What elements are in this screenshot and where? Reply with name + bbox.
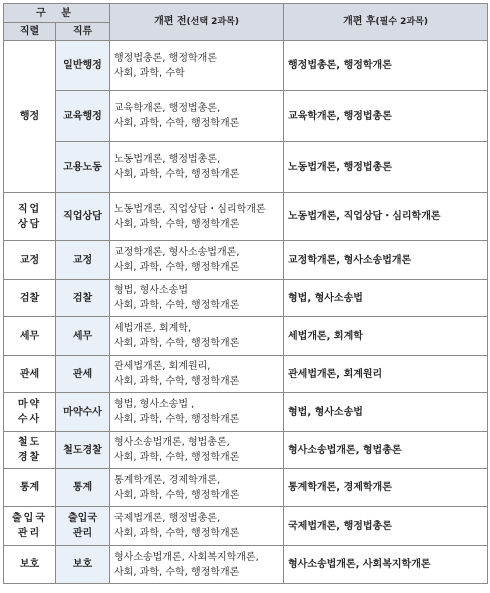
before-subjects-cell: [110, 469, 284, 507]
after-subjects-cell: [284, 280, 488, 317]
before-subjects-line: 국제법개론, 행정법총론,: [114, 513, 221, 524]
after-subjects-text: 노동법개론, 행정법총론: [288, 161, 392, 173]
before-subjects-line: 사회, 과학, 수학, 행정학개론: [114, 452, 240, 463]
header-occupation-group: 직렬: [4, 23, 56, 41]
occupation-group-name: 교정: [19, 254, 40, 266]
occupation-group-name: 세무: [19, 330, 40, 342]
occupation-group-name: 보호: [19, 559, 40, 570]
occupation-group-name: 검찰: [19, 292, 40, 304]
occupation-group-cell: [4, 241, 56, 280]
occupation-group-name: 철도경찰: [17, 437, 42, 463]
after-subjects-cell: [284, 317, 488, 356]
header-before-note: (선택 2과목): [186, 17, 239, 27]
before-subjects-cell: [110, 432, 284, 469]
after-subjects-cell: [284, 546, 488, 584]
before-subjects-cell: [110, 193, 284, 241]
series-cell: [56, 546, 110, 584]
series-name: 통계: [72, 482, 93, 493]
after-subjects-text: 국제법개론, 행정법총론: [288, 520, 392, 532]
after-subjects-cell: [284, 193, 488, 241]
table-row: [4, 317, 488, 356]
series-cell: [56, 142, 110, 193]
series-name: 교육행정: [63, 110, 102, 122]
table-row: [4, 469, 488, 507]
table-row: [4, 241, 488, 280]
series-cell: [56, 507, 110, 546]
header-after: [284, 4, 488, 41]
occupation-group-cell: [4, 280, 56, 317]
occupation-group-cell: [4, 193, 56, 241]
table-row: [4, 546, 488, 584]
series-name: 검찰: [72, 292, 93, 304]
table-row: [4, 41, 488, 91]
table-row: [4, 193, 488, 241]
after-subjects-cell: [284, 432, 488, 469]
header-after-note: (필수 2과목): [375, 17, 428, 27]
occupation-group-cell: [4, 41, 56, 193]
table-row: [4, 393, 488, 432]
after-subjects-text: 통계학개론, 경제학개론: [288, 482, 392, 493]
before-subjects-line: 사회, 과학, 수학, 행정학개론: [114, 528, 240, 539]
occupation-group-name: 통계: [19, 482, 40, 493]
occupation-group-name: 마약수사: [17, 399, 42, 425]
series-name: 보호: [72, 559, 93, 570]
table-row: [4, 432, 488, 469]
occupation-group-cell: [4, 546, 56, 584]
before-subjects-cell: [110, 317, 284, 356]
before-subjects-line: 사회, 과학, 수학, 행정학개론: [114, 262, 240, 273]
series-name: 관세: [72, 368, 93, 380]
after-subjects-cell: [284, 507, 488, 546]
before-subjects-line: 사회, 과학, 수학: [114, 67, 185, 79]
before-subjects-line: 통계학개론, 경제학개론,: [114, 474, 221, 486]
before-subjects-line: 사회, 과학, 수학, 행정학개론: [114, 218, 240, 230]
after-subjects-text: 형사소송법개론, 형법총론: [288, 444, 402, 456]
after-subjects-cell: [284, 356, 488, 393]
occupation-group-cell: [4, 469, 56, 507]
after-subjects-cell: [284, 241, 488, 280]
after-subjects-cell: [284, 41, 488, 91]
before-subjects-line: 사회, 과학, 수학, 행정학개론: [114, 169, 240, 180]
before-subjects-line: 교육학개론, 행정법총론,: [114, 103, 221, 114]
after-subjects-cell: [284, 142, 488, 193]
series-name: 세무: [72, 330, 93, 342]
after-subjects-text: 행정법총론, 행정학개론: [288, 60, 392, 71]
occupation-group-cell: [4, 432, 56, 469]
table-row: [4, 356, 488, 393]
series-name: 일반행정: [63, 60, 102, 71]
after-subjects-text: 형법, 형사소송법: [288, 292, 363, 304]
series-cell: [56, 356, 110, 393]
before-subjects-line: 사회, 과학, 수학, 행정학개론: [114, 566, 240, 578]
before-subjects-line: 형사소송법개론, 사회복지학개론,: [114, 551, 259, 563]
series-cell: [56, 241, 110, 280]
series-cell: [56, 317, 110, 356]
series-cell: [56, 91, 110, 142]
header-category: 구 분: [4, 4, 110, 23]
series-name: 마약수사: [63, 406, 102, 418]
before-subjects-line: 교정학개론, 형사소송법개론,: [114, 247, 240, 258]
series-name: 직업상담: [63, 211, 102, 222]
after-subjects-text: 노동법개론, 직업상담・심리학개론: [288, 211, 441, 222]
before-subjects-cell: [110, 41, 284, 91]
header-series: 직류: [56, 23, 110, 41]
series-cell: [56, 393, 110, 432]
before-subjects-line: 행정법총론, 행정학개론: [114, 52, 217, 64]
before-subjects-cell: [110, 241, 284, 280]
table-row: [4, 142, 488, 193]
series-name: 고용노동: [63, 161, 102, 173]
after-subjects-cell: [284, 469, 488, 507]
table-row: [4, 507, 488, 546]
after-subjects-text: 관세법개론, 회계원리: [288, 368, 383, 380]
after-subjects-text: 교정학개론, 형사소송법개론: [288, 254, 412, 266]
before-subjects-line: 사회, 과학, 수학, 행정학개론: [114, 118, 240, 129]
before-subjects-cell: [110, 91, 284, 142]
before-subjects-cell: [110, 356, 284, 393]
subject-reform-table: [3, 3, 488, 584]
series-name: 철도경찰: [63, 444, 102, 456]
after-subjects-cell: [284, 393, 488, 432]
before-subjects-cell: [110, 142, 284, 193]
before-subjects-line: 노동법개론, 행정법총론,: [114, 154, 221, 165]
before-subjects-cell: [110, 546, 284, 584]
before-subjects-line: 형법, 형사소송법 ,: [114, 399, 195, 410]
occupation-group-cell: [4, 317, 56, 356]
occupation-group-cell: [4, 507, 56, 546]
before-subjects-line: 노동법개론, 직업상담・심리학개론: [114, 203, 266, 215]
before-subjects-line: 사회, 과학, 수학, 행정학개론: [114, 300, 240, 311]
before-subjects-cell: [110, 393, 284, 432]
series-cell: [56, 280, 110, 317]
before-subjects-line: 사회, 과학, 수학, 행정학개론: [114, 338, 240, 349]
before-subjects-cell: [110, 507, 284, 546]
before-subjects-line: 사회, 과학, 수학, 행정학개론: [114, 376, 240, 387]
table-body: [4, 41, 488, 584]
occupation-group-name: 관세: [19, 368, 40, 380]
after-subjects-text: 교육학개론, 행정법총론: [288, 110, 392, 122]
header-before-title: 개편 전: [154, 16, 187, 27]
before-subjects-line: 세법개론, 회계학,: [114, 323, 192, 334]
occupation-group-name: 출입국관리: [12, 513, 47, 539]
before-subjects-line: 형사소송법개론, 형법총론,: [114, 437, 230, 448]
before-subjects-line: 사회, 과학, 수학, 행정학개론: [114, 414, 240, 425]
series-name: 교정: [72, 254, 93, 266]
before-subjects-line: 사회, 과학, 수학, 행정학개론: [114, 489, 240, 501]
occupation-group-name: 직업상담: [17, 203, 42, 230]
series-cell: [56, 41, 110, 91]
occupation-group-cell: [4, 393, 56, 432]
after-subjects-text: 형사소송법개론, 사회복지학개론: [288, 559, 431, 570]
header-before: [110, 4, 284, 41]
series-cell: [56, 432, 110, 469]
before-subjects-cell: [110, 280, 284, 317]
series-name: 출입국관리: [68, 513, 97, 539]
table-row: [4, 91, 488, 142]
series-cell: [56, 193, 110, 241]
series-cell: [56, 469, 110, 507]
after-subjects-cell: [284, 91, 488, 142]
before-subjects-line: 형법, 형사소송법: [114, 285, 188, 296]
header-after-title: 개편 후: [343, 16, 376, 27]
after-subjects-text: 세법개론, 회계학: [288, 330, 363, 342]
occupation-group-cell: [4, 356, 56, 393]
occupation-group-name: 행정: [19, 111, 40, 122]
before-subjects-line: 관세법개론, 회계원리,: [114, 361, 211, 372]
table-row: [4, 280, 488, 317]
after-subjects-text: 형법, 형사소송법: [288, 406, 363, 418]
